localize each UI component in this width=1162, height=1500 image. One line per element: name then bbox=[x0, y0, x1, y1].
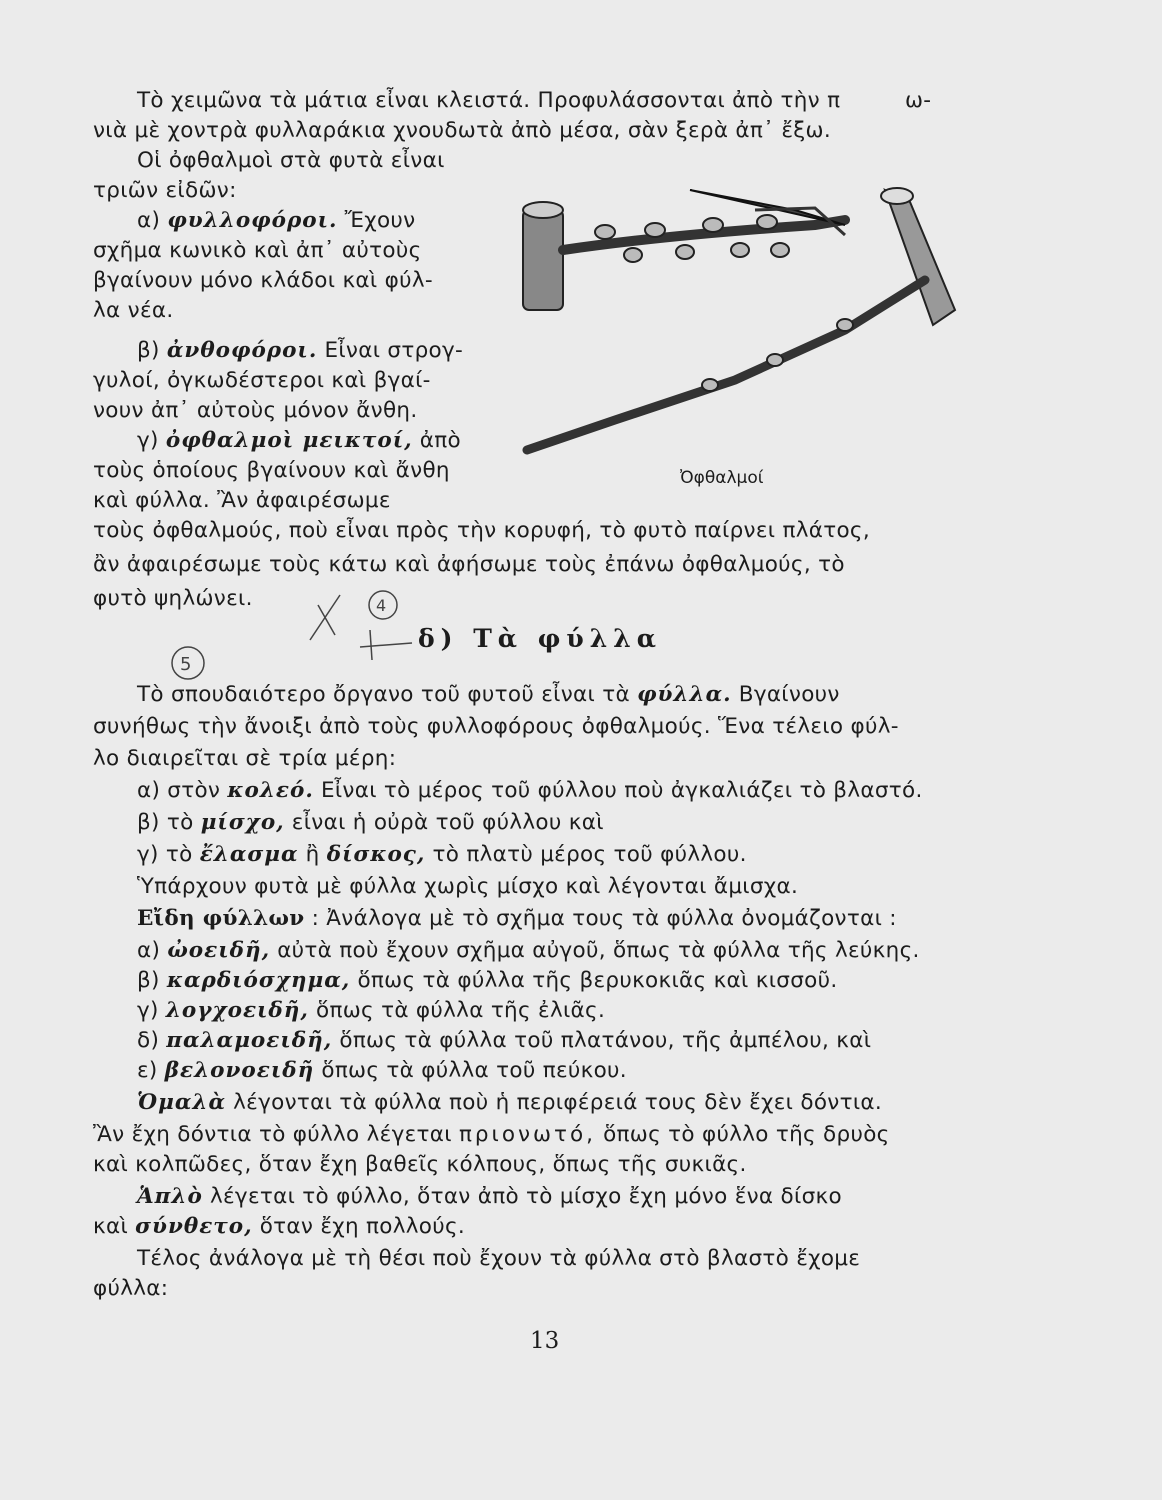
term: ὠοειδῆ, bbox=[167, 938, 271, 963]
text-line: Τέλος ἀνάλογα μὲ τὴ θέσι ποὺ ἔχουν τὰ φύλλα στὸ βλαστὸ ἔχομε bbox=[137, 1246, 861, 1271]
term: φυλλοφόροι. bbox=[167, 208, 338, 233]
text-line bbox=[93, 1120, 890, 1150]
text-span: ἀπὸ bbox=[419, 428, 461, 453]
list-marker: ε) bbox=[137, 1058, 158, 1083]
text-span: : Ἀνάλογα μὲ τὸ σχῆμα τους τὰ φύλλα ὀνομάζονται : bbox=[311, 906, 897, 931]
text-line bbox=[137, 1088, 882, 1118]
text-span: αὐτὰ ποὺ ἔχουν σχῆμα αὐγοῦ, ὅπως τὰ φύλλα τῆς λεύκης. bbox=[277, 938, 920, 963]
text-line: συνήθως τὴν ἄνοιξι ἀπὸ τοὺς φυλλοφόρους ὀφθαλμούς. Ἕνα τέλειο φύλ- bbox=[93, 714, 899, 739]
term: μίσχο, bbox=[200, 810, 285, 835]
text-span: γ) τὸ bbox=[137, 842, 193, 867]
text-line: Οἱ ὀφθαλμοὶ στὰ φυτὰ εἶναι bbox=[137, 148, 445, 173]
text-span: Βγαίνουν bbox=[738, 682, 840, 707]
list-marker: γ) bbox=[137, 998, 159, 1023]
text-line: λο διαιρεῖται σὲ τρία μέρη: bbox=[93, 746, 397, 771]
text-line bbox=[137, 1056, 627, 1086]
list-marker: β) bbox=[137, 338, 160, 363]
term: βελονοειδῆ bbox=[164, 1058, 315, 1083]
text-span: ὅπως τὰ φύλλα τοῦ πλατάνου, τῆς ἀμπέλου, καὶ bbox=[339, 1028, 872, 1053]
text-line bbox=[137, 680, 840, 710]
text-line: καὶ κολπῶδες, ὅταν ἔχη βαθεῖς κόλπους, ὅπως τῆς συκιᾶς. bbox=[93, 1152, 747, 1177]
text-line: νουν ἀπ᾽ αὐτοὺς μόνον ἄνθη. bbox=[93, 398, 418, 423]
text-span: Εἶναι τὸ μέρος τοῦ φύλλου ποὺ ἀγκαλιάζει τὸ βλαστό. bbox=[320, 778, 923, 803]
text-line: σχῆμα κωνικὸ καὶ ἀπ᾽ αὐτοὺς bbox=[93, 238, 422, 263]
text-line bbox=[137, 1026, 871, 1056]
term: σύνθετο, bbox=[135, 1214, 253, 1239]
term: ἔλασμα bbox=[199, 842, 299, 867]
term: Εἴδη φύλλων bbox=[137, 906, 305, 931]
text-span: Ἂν ἔχη δόντια τὸ φύλλο λέγεται bbox=[93, 1122, 452, 1147]
term: Ἁπλὸ bbox=[137, 1184, 203, 1209]
list-marker: α) bbox=[137, 938, 161, 963]
text-span: καὶ bbox=[93, 1214, 129, 1239]
text-span: ὅπως τὰ φύλλα τῆς βερυκοκιᾶς καὶ κισσοῦ. bbox=[357, 968, 838, 993]
page-number: 13 bbox=[530, 1328, 560, 1354]
text-span: Ἔχουν bbox=[344, 208, 416, 233]
text-line bbox=[137, 966, 837, 996]
term: Ὁμαλὰ bbox=[137, 1090, 226, 1115]
text-span: β) τὸ bbox=[137, 810, 194, 835]
text-line bbox=[137, 936, 920, 966]
figure-caption: Ὀφθαλμοί bbox=[680, 468, 764, 488]
text-line bbox=[93, 1212, 465, 1242]
text-span: ὅπως τὸ φύλλο τῆς δρυὸς bbox=[603, 1122, 890, 1147]
text-line bbox=[137, 840, 747, 870]
text-span: α) στὸν bbox=[137, 778, 221, 803]
text-line bbox=[137, 426, 461, 456]
text-line bbox=[137, 776, 923, 806]
text-line: νιὰ μὲ χοντρὰ φυλλαράκια χνουδωτὰ ἀπὸ μέσα, σὰν ξερὰ ἀπ᾽ ἔξω. bbox=[93, 118, 831, 143]
text-line bbox=[137, 206, 415, 236]
text-line: τοὺς ὁποίους βγαίνουν καὶ ἄνθη bbox=[93, 458, 450, 483]
text-span: λέγεται τὸ φύλλο, ὅταν ἀπὸ τὸ μίσχο ἔχη μόνο ἕνα δίσκο bbox=[209, 1184, 842, 1209]
text-line bbox=[137, 808, 604, 838]
section-heading: δ) Τὰ φύλλα bbox=[418, 624, 663, 653]
buds-illustration bbox=[515, 180, 975, 460]
list-marker: δ) bbox=[137, 1028, 160, 1053]
text-line: φύλλα: bbox=[93, 1276, 169, 1301]
text-line bbox=[137, 904, 897, 934]
text-line: Ὑπάρχουν φυτὰ μὲ φύλλα χωρὶς μίσχο καὶ λέγονται ἄμισχα. bbox=[137, 874, 799, 899]
text-line bbox=[137, 336, 463, 366]
term: ὀφθαλμοὶ μεικτοί, bbox=[165, 428, 413, 453]
list-marker: γ) bbox=[137, 428, 159, 453]
term: κολεό. bbox=[227, 778, 314, 803]
text-line: ἂν ἀφαιρέσωμε τοὺς κάτω καὶ ἀφήσωμε τοὺς ἐπάνω ὀφθαλμούς, τὸ bbox=[93, 552, 845, 577]
term: λογχοειδῆ, bbox=[165, 998, 309, 1023]
term: δίσκος, bbox=[326, 842, 426, 867]
text-line: φυτὸ ψηλώνει. bbox=[93, 586, 253, 611]
text-line: καὶ φύλλα. Ἂν ἀφαιρέσωμε bbox=[93, 488, 391, 513]
handwritten-number: 4 bbox=[376, 596, 387, 615]
text-span: ἢ bbox=[305, 842, 320, 867]
spaced-term: πριονωτό, bbox=[458, 1122, 596, 1147]
text-line: βγαίνουν μόνο κλάδοι καὶ φύλ- bbox=[93, 268, 433, 293]
text-line: τοὺς ὀφθαλμούς, ποὺ εἶναι πρὸς τὴν κορυφή, τὸ φυτὸ παίρνει πλάτος, bbox=[93, 518, 870, 543]
text-span: ὅταν ἔχη πολλούς. bbox=[259, 1214, 466, 1239]
text-line bbox=[137, 1182, 842, 1212]
text-span: ὅπως τὰ φύλλα τοῦ πεύκου. bbox=[321, 1058, 627, 1083]
text-span: τὸ πλατὺ μέρος τοῦ φύλλου. bbox=[432, 842, 747, 867]
text-line: Τὸ χειμῶνα τὰ μάτια εἶναι κλειστά. Προφυλάσσονται ἀπὸ τὴν π bbox=[137, 88, 841, 113]
term: φύλλα. bbox=[637, 682, 732, 707]
text-line bbox=[137, 996, 605, 1026]
list-marker: α) bbox=[137, 208, 161, 233]
handwritten-marks bbox=[160, 585, 420, 695]
handwritten-number: 5 bbox=[180, 654, 192, 675]
text-span: εἶναι ἡ οὐρὰ τοῦ φύλλου καὶ bbox=[291, 810, 604, 835]
text-line: γυλοί, ὀγκωδέστεροι καὶ βγαί- bbox=[93, 368, 431, 393]
text-span: ὅπως τὰ φύλλα τῆς ἐλιᾶς. bbox=[316, 998, 606, 1023]
text-span: Εἶναι στρογ- bbox=[324, 338, 464, 363]
text-span: Τὸ σπουδαιότερο ὄργανο τοῦ φυτοῦ εἶναι τὰ bbox=[137, 682, 630, 707]
text-line: τριῶν εἰδῶν: bbox=[93, 178, 237, 203]
term: παλαμοειδῆ, bbox=[166, 1028, 333, 1053]
text-span: λέγονται τὰ φύλλα ποὺ ἡ περιφέρειά τους δὲν ἔχει δόντια. bbox=[233, 1090, 883, 1115]
term: καρδιόσχημα, bbox=[166, 968, 351, 993]
list-marker: β) bbox=[137, 968, 160, 993]
text-line: λα νέα. bbox=[93, 298, 174, 323]
text-line: ω- bbox=[905, 88, 932, 113]
term: ἀνθοφόροι. bbox=[166, 338, 318, 363]
